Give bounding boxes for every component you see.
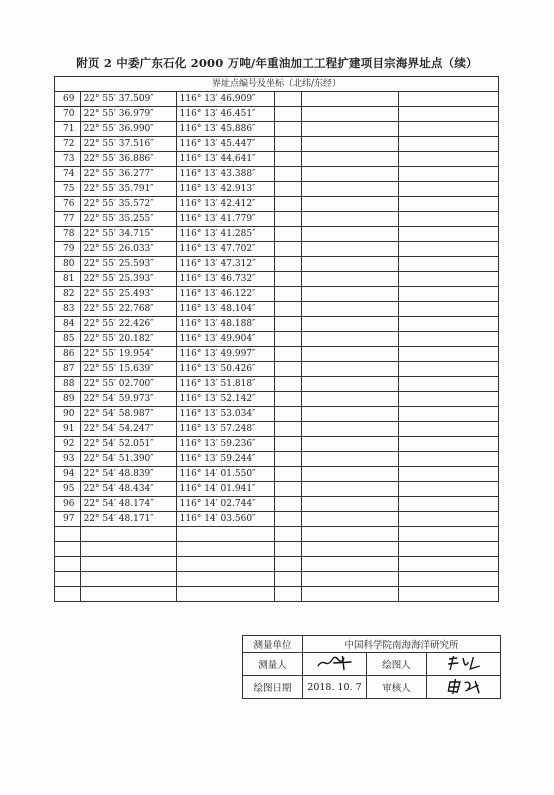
empty-cell [55, 572, 81, 587]
empty-cell [398, 422, 498, 437]
empty-cell [274, 527, 301, 542]
longitude-cell: 116° 13′ 46.732″ [176, 272, 274, 287]
empty-cell [55, 542, 81, 557]
point-number-cell: 84 [55, 317, 81, 332]
empty-cell [274, 272, 301, 287]
empty-cell [274, 542, 301, 557]
latitude-cell: 22° 54′ 48.171″ [80, 512, 176, 527]
empty-cell [301, 572, 398, 587]
latitude-cell: 22° 54′ 48.434″ [80, 482, 176, 497]
latitude-cell: 22° 55′ 15.639″ [80, 362, 176, 377]
empty-cell [80, 527, 176, 542]
empty-cell [274, 377, 301, 392]
latitude-cell: 22° 55′ 22.426″ [80, 317, 176, 332]
point-number-cell: 77 [55, 212, 81, 227]
table-row [55, 407, 499, 422]
longitude-cell: 116° 13′ 41.779″ [176, 212, 274, 227]
empty-cell [301, 392, 398, 407]
latitude-cell: 22° 55′ 37.516″ [80, 137, 176, 152]
table-row [55, 137, 499, 152]
table-row [55, 362, 499, 377]
empty-cell [398, 332, 498, 347]
empty-cell [301, 152, 398, 167]
table-row [55, 452, 499, 467]
empty-cell [398, 392, 498, 407]
point-number-cell: 81 [55, 272, 81, 287]
empty-cell [274, 212, 301, 227]
surveyor-signature [303, 653, 367, 676]
drafter-label: 绘图人 [367, 653, 427, 676]
empty-cell [274, 482, 301, 497]
empty-cell [398, 107, 498, 122]
survey-unit-label: 测量单位 [243, 636, 303, 653]
empty-cell [301, 242, 398, 257]
empty-cell [301, 482, 398, 497]
empty-cell [55, 587, 81, 602]
empty-table-row [55, 557, 499, 572]
table-row [55, 107, 499, 122]
draw-date-value: 2018. 10. 7 [303, 676, 367, 699]
empty-cell [301, 497, 398, 512]
longitude-cell: 116° 13′ 49.904″ [176, 332, 274, 347]
empty-cell [80, 542, 176, 557]
empty-cell [301, 422, 398, 437]
table-row [55, 482, 499, 497]
empty-table-row [55, 527, 499, 542]
table-row [55, 167, 499, 182]
table-row [55, 92, 499, 107]
table-header: 界址点编号及坐标（北纬/东经） [55, 77, 499, 92]
latitude-cell: 22° 54′ 48.174″ [80, 497, 176, 512]
drafter-signature-image [442, 654, 486, 675]
latitude-cell: 22° 54′ 48.839″ [80, 467, 176, 482]
latitude-cell: 22° 54′ 52.051″ [80, 437, 176, 452]
empty-cell [301, 272, 398, 287]
point-number-cell: 76 [55, 197, 81, 212]
empty-cell [398, 257, 498, 272]
table-row [55, 257, 499, 272]
latitude-cell: 22° 55′ 36.886″ [80, 152, 176, 167]
empty-cell [301, 467, 398, 482]
point-number-cell: 88 [55, 377, 81, 392]
latitude-cell: 22° 55′ 25.593″ [80, 257, 176, 272]
longitude-cell: 116° 13′ 47.312″ [176, 257, 274, 272]
empty-cell [274, 152, 301, 167]
empty-cell [301, 557, 398, 572]
longitude-cell: 116° 13′ 41.285″ [176, 227, 274, 242]
empty-cell [301, 257, 398, 272]
latitude-cell: 22° 55′ 35.572″ [80, 197, 176, 212]
empty-cell [274, 362, 301, 377]
empty-cell [301, 107, 398, 122]
latitude-cell: 22° 55′ 35.791″ [80, 182, 176, 197]
empty-cell [274, 287, 301, 302]
longitude-cell: 116° 13′ 50.426″ [176, 362, 274, 377]
table-row [55, 497, 499, 512]
empty-cell [398, 587, 498, 602]
point-number-cell: 91 [55, 422, 81, 437]
point-number-cell: 96 [55, 497, 81, 512]
empty-cell [301, 212, 398, 227]
empty-table-row [55, 542, 499, 557]
empty-cell [176, 557, 274, 572]
empty-cell [398, 467, 498, 482]
reviewer-signature [427, 676, 501, 699]
longitude-cell: 116° 14′ 03.560″ [176, 512, 274, 527]
empty-cell [274, 227, 301, 242]
empty-cell [274, 422, 301, 437]
empty-cell [398, 482, 498, 497]
table-row [55, 182, 499, 197]
longitude-cell: 116° 13′ 43.388″ [176, 167, 274, 182]
empty-cell [176, 572, 274, 587]
point-number-cell: 95 [55, 482, 81, 497]
empty-cell [55, 557, 81, 572]
empty-cell [274, 197, 301, 212]
point-number-cell: 79 [55, 242, 81, 257]
empty-cell [274, 467, 301, 482]
empty-cell [301, 167, 398, 182]
survey-unit-value: 中国科学院南海海洋研究所 [303, 636, 501, 653]
empty-cell [301, 182, 398, 197]
latitude-cell: 22° 55′ 34.715″ [80, 227, 176, 242]
longitude-cell: 116° 13′ 59.244″ [176, 452, 274, 467]
longitude-cell: 116° 14′ 02.744″ [176, 497, 274, 512]
point-number-cell: 74 [55, 167, 81, 182]
empty-cell [301, 347, 398, 362]
empty-cell [398, 227, 498, 242]
longitude-cell: 116° 13′ 49.997″ [176, 347, 274, 362]
empty-cell [274, 137, 301, 152]
empty-cell [301, 302, 398, 317]
point-number-cell: 82 [55, 287, 81, 302]
table-row [55, 242, 499, 257]
empty-cell [80, 587, 176, 602]
latitude-cell: 22° 55′ 36.979″ [80, 107, 176, 122]
empty-cell [398, 137, 498, 152]
longitude-cell: 116° 14′ 01.941″ [176, 482, 274, 497]
empty-cell [398, 242, 498, 257]
table-row [55, 437, 499, 452]
empty-cell [398, 407, 498, 422]
point-number-cell: 70 [55, 107, 81, 122]
empty-cell [301, 437, 398, 452]
empty-cell [176, 542, 274, 557]
point-number-cell: 94 [55, 467, 81, 482]
empty-table-row [55, 572, 499, 587]
empty-cell [176, 587, 274, 602]
table-row [55, 272, 499, 287]
latitude-cell: 22° 55′ 19.954″ [80, 347, 176, 362]
longitude-cell: 116° 13′ 52.142″ [176, 392, 274, 407]
longitude-cell: 116° 13′ 48.188″ [176, 317, 274, 332]
empty-cell [301, 542, 398, 557]
drafter-signature [427, 653, 501, 676]
longitude-cell: 116° 13′ 51.818″ [176, 377, 274, 392]
empty-cell [398, 362, 498, 377]
point-number-cell: 78 [55, 227, 81, 242]
latitude-cell: 22° 55′ 25.393″ [80, 272, 176, 287]
empty-cell [274, 512, 301, 527]
empty-cell [274, 587, 301, 602]
table-row [55, 332, 499, 347]
latitude-cell: 22° 54′ 51.390″ [80, 452, 176, 467]
empty-cell [398, 437, 498, 452]
empty-cell [176, 527, 274, 542]
empty-cell [398, 212, 498, 227]
empty-cell [274, 122, 301, 137]
surveyor-signature-image [313, 654, 357, 675]
empty-cell [398, 122, 498, 137]
point-number-cell: 80 [55, 257, 81, 272]
point-number-cell: 87 [55, 362, 81, 377]
empty-cell [80, 557, 176, 572]
empty-cell [398, 377, 498, 392]
empty-cell [274, 92, 301, 107]
table-row [55, 347, 499, 362]
table-row [55, 467, 499, 482]
empty-cell [398, 317, 498, 332]
empty-cell [274, 407, 301, 422]
empty-cell [398, 347, 498, 362]
empty-cell [274, 392, 301, 407]
empty-cell [398, 527, 498, 542]
boundary-point-table [54, 76, 499, 602]
longitude-cell: 116° 13′ 45.886″ [176, 122, 274, 137]
empty-cell [274, 347, 301, 362]
point-number-cell: 69 [55, 92, 81, 107]
empty-cell [398, 302, 498, 317]
empty-cell [274, 167, 301, 182]
document-title: 附页 2 中委广东石化 2000 万吨/年重油加工工程扩建项目宗海界址点（续） [76, 56, 478, 70]
latitude-cell: 22° 55′ 37.509″ [80, 92, 176, 107]
latitude-cell: 22° 55′ 20.182″ [80, 332, 176, 347]
empty-cell [301, 92, 398, 107]
empty-cell [274, 557, 301, 572]
latitude-cell: 22° 55′ 36.277″ [80, 167, 176, 182]
empty-cell [55, 527, 81, 542]
empty-cell [398, 512, 498, 527]
longitude-cell: 116° 13′ 42.913″ [176, 182, 274, 197]
empty-cell [274, 317, 301, 332]
table-row [55, 152, 499, 167]
reviewer-signature-image [442, 677, 486, 698]
empty-cell [301, 317, 398, 332]
point-number-cell: 75 [55, 182, 81, 197]
point-number-cell: 97 [55, 512, 81, 527]
empty-cell [398, 92, 498, 107]
empty-cell [398, 497, 498, 512]
empty-cell [301, 332, 398, 347]
longitude-cell: 116° 13′ 53.034″ [176, 407, 274, 422]
empty-cell [274, 437, 301, 452]
longitude-cell: 116° 13′ 45.447″ [176, 137, 274, 152]
longitude-cell: 116° 13′ 57.248″ [176, 422, 274, 437]
empty-cell [301, 197, 398, 212]
empty-cell [398, 557, 498, 572]
table-row [55, 512, 499, 527]
empty-cell [301, 407, 398, 422]
longitude-cell: 116° 13′ 47.702″ [176, 242, 274, 257]
point-number-cell: 71 [55, 122, 81, 137]
empty-cell [398, 272, 498, 287]
empty-cell [301, 137, 398, 152]
table-row [55, 392, 499, 407]
empty-cell [80, 572, 176, 587]
table-body [55, 92, 499, 602]
point-number-cell: 85 [55, 332, 81, 347]
latitude-cell: 22° 55′ 22.768″ [80, 302, 176, 317]
point-number-cell: 72 [55, 137, 81, 152]
empty-cell [398, 452, 498, 467]
empty-cell [274, 242, 301, 257]
table-row [55, 122, 499, 137]
table-row [55, 287, 499, 302]
empty-cell [398, 542, 498, 557]
empty-cell [301, 587, 398, 602]
empty-table-row [55, 587, 499, 602]
longitude-cell: 116° 13′ 42.412″ [176, 197, 274, 212]
point-number-cell: 93 [55, 452, 81, 467]
latitude-cell: 22° 54′ 58.987″ [80, 407, 176, 422]
empty-cell [398, 572, 498, 587]
empty-cell [398, 167, 498, 182]
longitude-cell: 116° 14′ 01.550″ [176, 467, 274, 482]
empty-cell [274, 332, 301, 347]
empty-cell [398, 152, 498, 167]
empty-cell [398, 287, 498, 302]
signoff-table [242, 635, 501, 699]
empty-cell [274, 452, 301, 467]
point-number-cell: 86 [55, 347, 81, 362]
empty-cell [301, 452, 398, 467]
longitude-cell: 116° 13′ 46.909″ [176, 92, 274, 107]
latitude-cell: 22° 55′ 35.255″ [80, 212, 176, 227]
empty-cell [274, 572, 301, 587]
draw-date-label: 绘图日期 [243, 676, 303, 699]
table-row [55, 302, 499, 317]
latitude-cell: 22° 55′ 02.700″ [80, 377, 176, 392]
empty-cell [274, 257, 301, 272]
empty-cell [301, 512, 398, 527]
table-row [55, 422, 499, 437]
table-row [55, 227, 499, 242]
point-number-cell: 89 [55, 392, 81, 407]
surveyor-label: 测量人 [243, 653, 303, 676]
point-number-cell: 92 [55, 437, 81, 452]
point-number-cell: 83 [55, 302, 81, 317]
empty-cell [274, 107, 301, 122]
empty-cell [274, 497, 301, 512]
reviewer-label: 审核人 [367, 676, 427, 699]
empty-cell [274, 182, 301, 197]
latitude-cell: 22° 54′ 59.973″ [80, 392, 176, 407]
empty-cell [301, 527, 398, 542]
empty-cell [398, 182, 498, 197]
longitude-cell: 116° 13′ 44.641″ [176, 152, 274, 167]
point-number-cell: 73 [55, 152, 81, 167]
latitude-cell: 22° 55′ 25.493″ [80, 287, 176, 302]
empty-cell [301, 362, 398, 377]
table-row [55, 212, 499, 227]
empty-cell [301, 287, 398, 302]
empty-cell [398, 197, 498, 212]
empty-cell [301, 122, 398, 137]
latitude-cell: 22° 55′ 26.033″ [80, 242, 176, 257]
longitude-cell: 116° 13′ 59.236″ [176, 437, 274, 452]
latitude-cell: 22° 54′ 54.247″ [80, 422, 176, 437]
table-row [55, 377, 499, 392]
longitude-cell: 116° 13′ 46.122″ [176, 287, 274, 302]
latitude-cell: 22° 55′ 36.990″ [80, 122, 176, 137]
empty-cell [301, 377, 398, 392]
table-row [55, 317, 499, 332]
longitude-cell: 116° 13′ 46.451″ [176, 107, 274, 122]
longitude-cell: 116° 13′ 48.104″ [176, 302, 274, 317]
empty-cell [274, 302, 301, 317]
point-number-cell: 90 [55, 407, 81, 422]
empty-cell [301, 227, 398, 242]
table-row [55, 197, 499, 212]
